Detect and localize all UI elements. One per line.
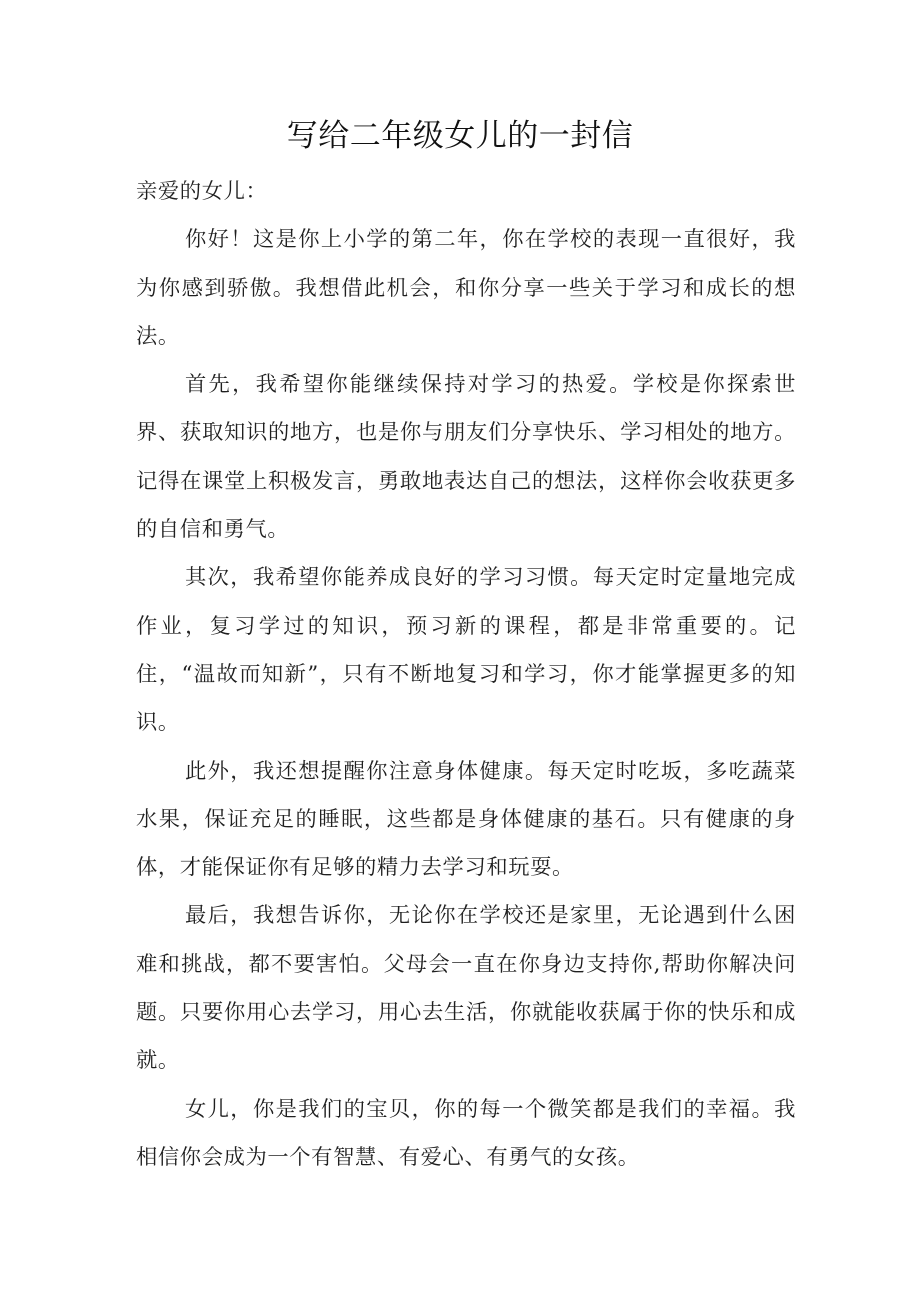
letter-body (136, 168, 796, 1182)
paragraph-greeting: 你好！这是你上小学的第二年，你在学校的表现一直很好，我为你感到骄傲。我想借此机会，和你分享一些关于学习和成长的想法。 (136, 227, 796, 349)
document-title: 写给二年级女儿的一封信 (286, 118, 634, 154)
paragraph-study-habits: 其次，我希望你能养成良好的学习习惯。每天定时定量地完成作业，复习学过的知识，预习新的课程，都是非常重要的。记住，“温故而知新”，只有不断地复习和学习，你才能掌握更多的知识。 (136, 565, 796, 736)
salutation: 亲爱的女儿： (136, 179, 268, 204)
paragraph-support: 最后，我想告诉你，无论你在学校还是家里，无论遇到什么困难和挑战，都不要害怕。父母会一直在你身边支持你,帮助你解决问题。只要你用心去学习，用心去生活，你就能收获属于你的快乐和成就。 (136, 903, 796, 1074)
paragraph-health: 此外，我还想提醒你注意身体健康。每天定时吃坂，多吃蔬菜水果，保证充足的睡眠，这些都是身体健康的基石。只有健康的身体，才能保证你有足够的精力去学习和玩耍。 (136, 758, 796, 881)
paragraph-closing: 女儿，你是我们的宝贝，你的每一个微笑都是我们的幸福。我相信你会成为一个有智慧、有爱心、有勇气的女孩。 (136, 1096, 796, 1170)
paragraph-love-of-learning: 首先，我希望你能继续保持对学习的热爱。学校是你探索世界、获取知识的地方，也是你与朋友们分享快乐、学习相处的地方。记得在课堂上积极发言，勇敢地表达自己的想法，这样你会收获更多的自信和勇气。 (136, 372, 796, 543)
